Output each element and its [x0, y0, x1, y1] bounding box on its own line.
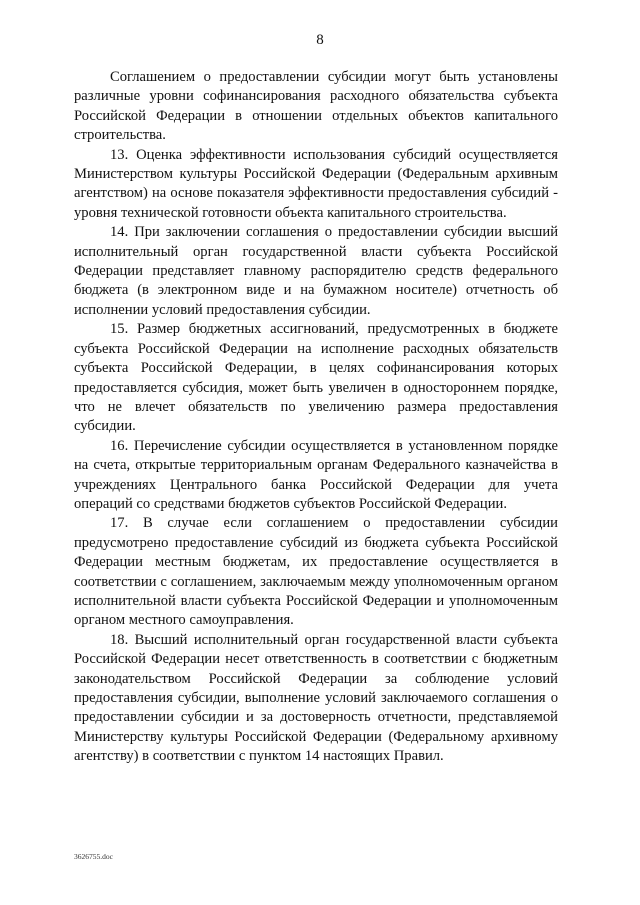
- paragraph-17: 17. В случае если соглашением о предоставлении субсидии предусмотрено предоставление субсидий из бюджета субъекта Российской Федерации местным бюджетам, их предоставление осуществляется в соответствии с соглашением, заключаемым между уполномоченным органом исполнительной власти субъекта Российской Федерации и уполномоченным органом местного самоуправления.: [74, 515, 558, 629]
- paragraph-15: 15. Размер бюджетных ассигнований, предусмотренных в бюджете субъекта Российской Федерации на исполнение расходных обязательств субъекта Российской Федерации, в целях софинансирования которых предоставляется субсидия, может быть увеличен в одностороннем порядке, что не влечет обязательств по увеличению размера предоставления субсидии.: [74, 321, 558, 435]
- paragraph-13: 13. Оценка эффективности использования субсидий осуществляется Министерством культуры Российской Федерации (Федеральным архивным агентством) на основе показателя эффективности предоставления субсидий - уровня технической готовности объекта капитального строительства.: [74, 146, 558, 221]
- document-body: [74, 68, 558, 767]
- document-file-code: 3626755.doc: [74, 852, 113, 861]
- paragraph-14: 14. При заключении соглашения о предоставлении субсидии высший исполнительный орган государственной власти субъекта Российской Федерации представляет главному распорядителю средств федерального бюджета (в электронном виде и на бумажном носителе) отчетность об исполнении условий предоставления субсидии.: [74, 224, 558, 318]
- paragraph-18: 18. Высший исполнительный орган государственной власти субъекта Российской Федерации несет ответственность в соответствии с бюджетным законодательством Российской Федерации за соблюдение условий предоставления субсидии, выполнение условий заключаемого соглашения о предоставлении субсидии и за достоверность отчетности, представляемой Министерству культуры Российской Федерации (Федеральному архивному агентству) в соответствии с пунктом 14 настоящих Правил.: [74, 631, 558, 765]
- paragraph-continuation: Соглашением о предоставлении субсидии могут быть установлены различные уровни софинансирования расходного обязательства субъекта Российской Федерации в отношении отдельных объектов капитального строительства.: [74, 69, 558, 144]
- page-number: 8: [316, 32, 324, 48]
- paragraph-16: 16. Перечисление субсидии осуществляется в установленном порядке на счета, открытые территориальным органам Федерального казначейства в учреждениях Центрального банка Российской Федерации для учета операций со средствами бюджетов субъектов Российской Федерации.: [74, 437, 558, 512]
